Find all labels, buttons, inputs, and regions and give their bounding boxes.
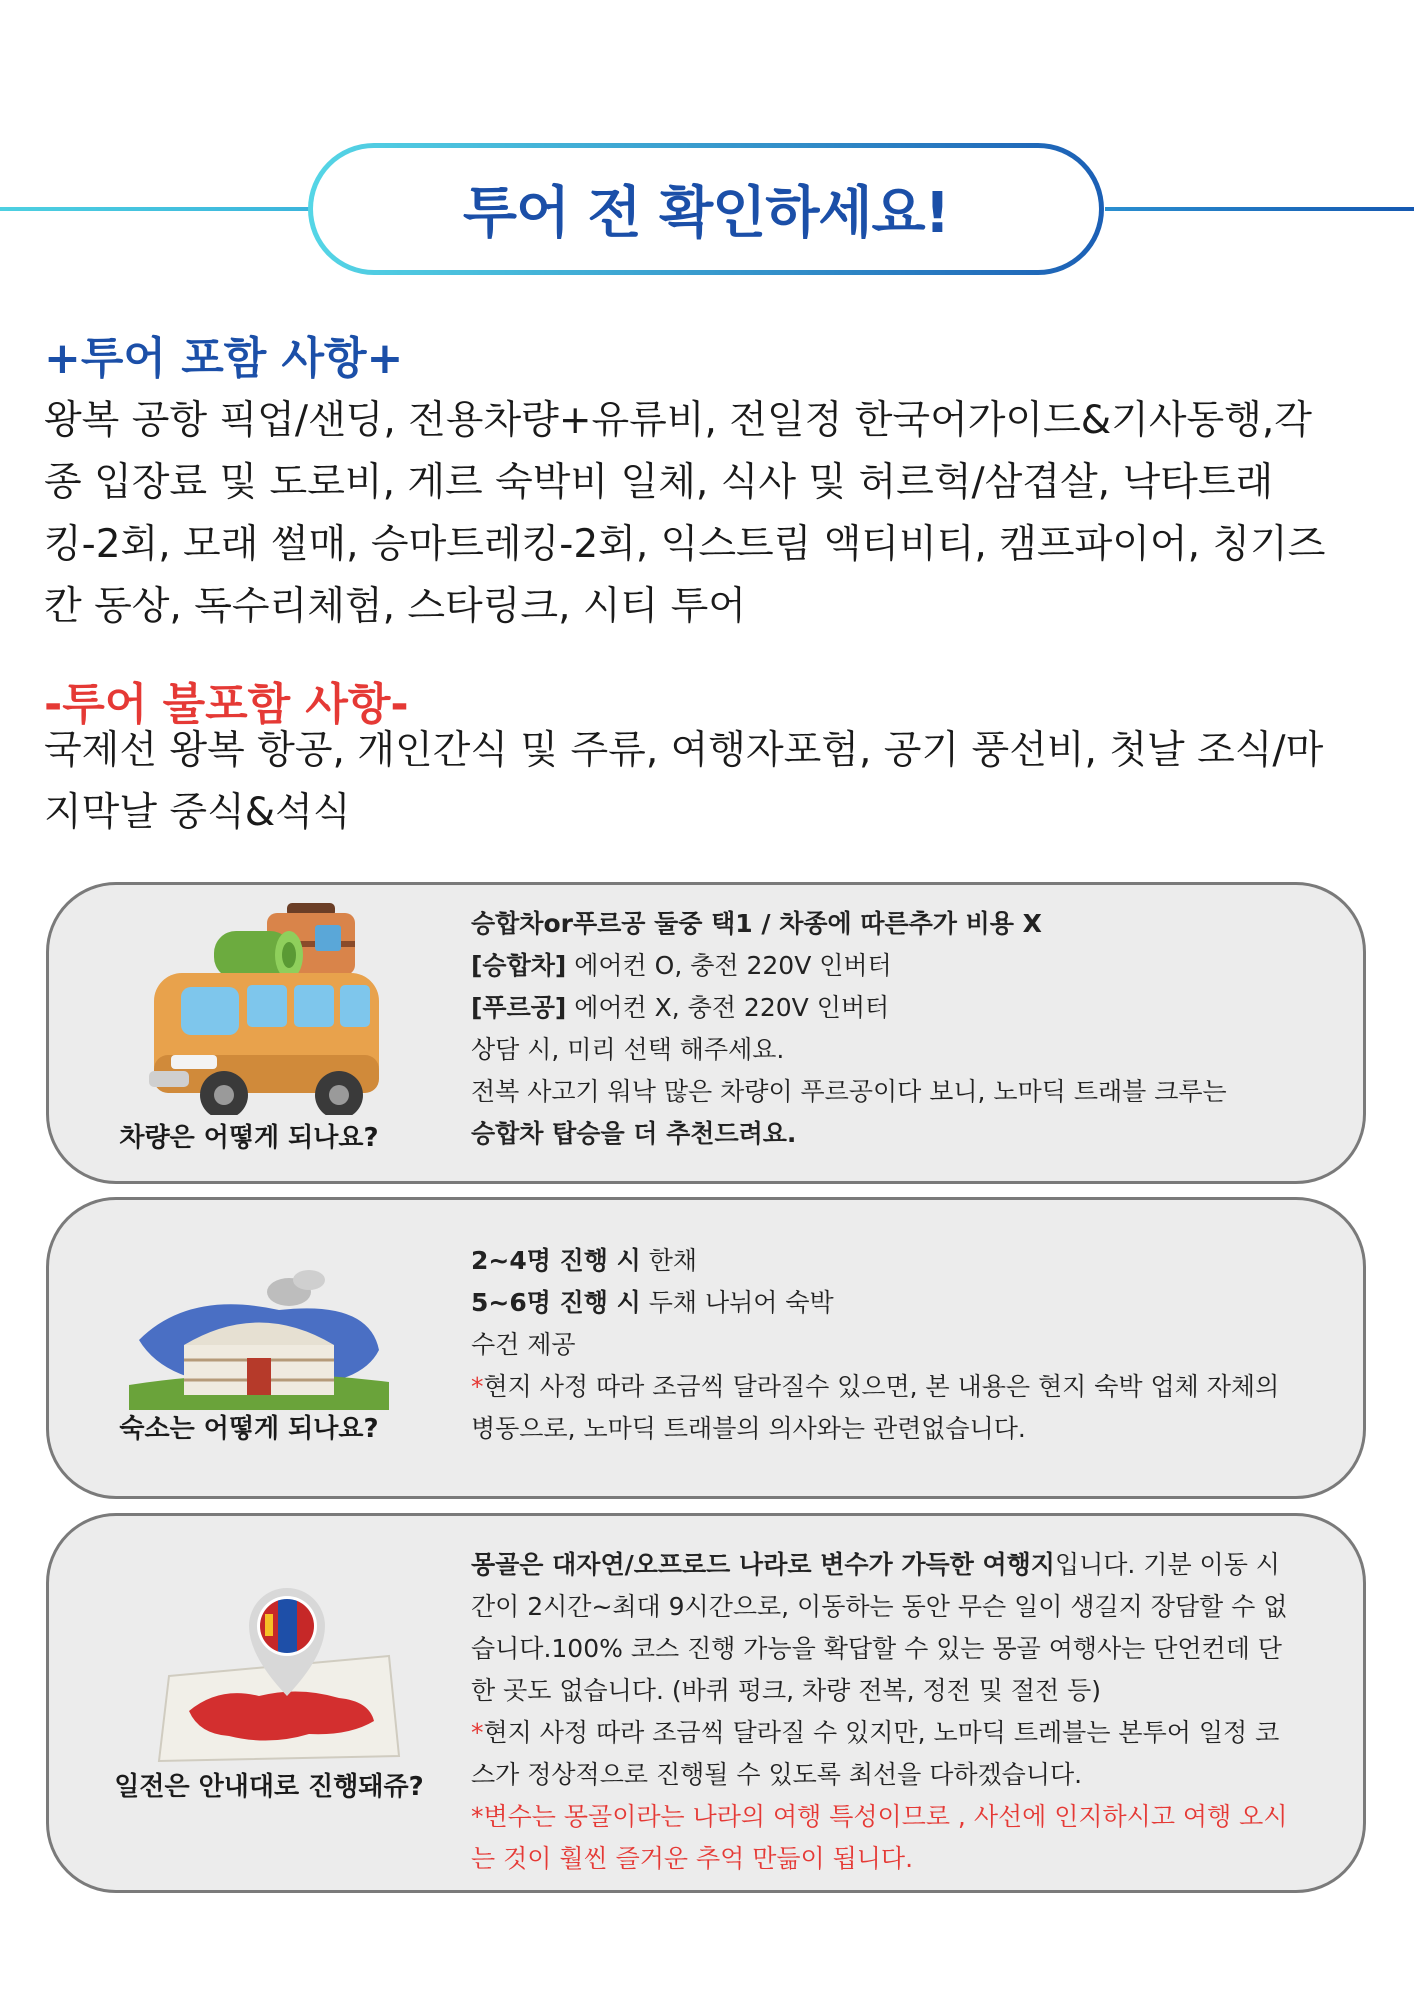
excluded-heading: -투어 불포함 사항- bbox=[44, 679, 409, 730]
faq-question: 숙소는 어떻게 되나요? bbox=[119, 1414, 379, 1444]
answer-line: 승합차or푸르공 둘중 택1 / 차종에 따른추가 비용 X bbox=[471, 909, 1042, 938]
answer-line: *현지 사정 따라 조금씩 달라질수 있으면, 본 내용은 현지 숙박 업체 자체의 bbox=[471, 1372, 1280, 1401]
answer-line: 병동으로, 노마딕 트래블의 의사와는 관련없습니다. bbox=[471, 1414, 1026, 1443]
excluded-list bbox=[44, 720, 1374, 844]
faq-card-itinerary bbox=[46, 1513, 1366, 1893]
answer-line-notice: *변수는 몽골이라는 나라의 여행 특성이므로 , 사선에 인지하시고 여행 오시 bbox=[471, 1802, 1288, 1831]
faq-answer bbox=[471, 1240, 1351, 1450]
mongolia-map-pin-icon bbox=[149, 1586, 409, 1766]
included-line: 왕복 공항 픽업/샌딩, 전용차량+유류비, 전일정 한국어가이드&기사동행,각 bbox=[44, 398, 1312, 443]
answer-line: [푸르공] 에어컨 X, 충전 220V 인버터 bbox=[471, 993, 890, 1022]
answer-line: 한 곳도 없습니다. (바퀴 펑크, 차량 전복, 정전 및 절전 등) bbox=[471, 1676, 1101, 1705]
faq-answer bbox=[471, 1544, 1351, 1880]
ger-yurt-icon bbox=[129, 1270, 389, 1410]
included-heading: +투어 포함 사항+ bbox=[44, 333, 404, 384]
answer-line: 스가 정상적으로 진행될 수 있도록 최선을 다하겠습니다. bbox=[471, 1760, 1083, 1789]
included-line: 종 입장료 및 도로비, 게르 숙박비 일체, 식사 및 허르헉/삼겹살, 낙타트래 bbox=[44, 460, 1274, 505]
faq-question: 차량은 어떻게 되나요? bbox=[119, 1123, 379, 1153]
faq-card-vehicle bbox=[46, 882, 1366, 1184]
answer-line: 전복 사고기 워낙 많은 차량이 푸르공이다 보니, 노마딕 트래블 크루는 bbox=[471, 1077, 1227, 1106]
header-line-right bbox=[1105, 207, 1414, 211]
included-list bbox=[44, 390, 1374, 638]
answer-line-notice: 는 것이 훨씬 즐거운 추억 만듦이 됩니다. bbox=[471, 1844, 914, 1873]
included-line: 칸 동상, 독수리체험, 스타링크, 시티 투어 bbox=[44, 584, 746, 629]
excluded-line: 지막날 중식&석식 bbox=[44, 790, 351, 835]
faq-card-accommodation bbox=[46, 1197, 1366, 1499]
answer-line: 승합차 탑승을 더 추천드려요. bbox=[471, 1119, 797, 1148]
answer-line: 상담 시, 미리 선택 해주세요. bbox=[471, 1035, 785, 1064]
answer-line: 간이 2시간~최대 9시간으로, 이동하는 동안 무슨 일이 생길지 장담할 수 없 bbox=[471, 1592, 1288, 1621]
included-line: 킹-2회, 모래 썰매, 승마트레킹-2회, 익스트림 액티비티, 캠프파이어, 칭기즈 bbox=[44, 522, 1326, 567]
answer-line: 수건 제공 bbox=[471, 1330, 576, 1359]
faq-question: 일전은 안내대로 진행돼쥬? bbox=[114, 1772, 424, 1802]
answer-line: 5~6명 진행 시 두채 나뉘어 숙박 bbox=[471, 1288, 834, 1317]
answer-line: [승합차] 에어컨 O, 충전 220V 인버터 bbox=[471, 951, 892, 980]
van-with-luggage-icon bbox=[119, 885, 409, 1115]
page-title: 투어 전 확인하세요! bbox=[462, 181, 950, 246]
answer-line: *현지 사정 따라 조금씩 달라질 수 있지만, 노마딕 트레블는 본투어 일정 코 bbox=[471, 1718, 1280, 1747]
faq-answer bbox=[471, 903, 1351, 1155]
answer-line: 습니다.100% 코스 진행 가능을 확답할 수 있는 몽골 여행사는 단언컨데 단 bbox=[471, 1634, 1282, 1663]
title-banner bbox=[308, 143, 1104, 275]
answer-line: 2~4명 진행 시 한채 bbox=[471, 1246, 697, 1275]
excluded-line: 국제선 왕복 항공, 개인간식 및 주류, 여행자포험, 공기 풍선비, 첫날 조식/마 bbox=[44, 728, 1324, 773]
answer-line: 몽골은 대자연/오프로드 나라로 변수가 가득한 여행지입니다. 기분 이동 시 bbox=[471, 1550, 1280, 1579]
header-line-left bbox=[0, 207, 312, 211]
